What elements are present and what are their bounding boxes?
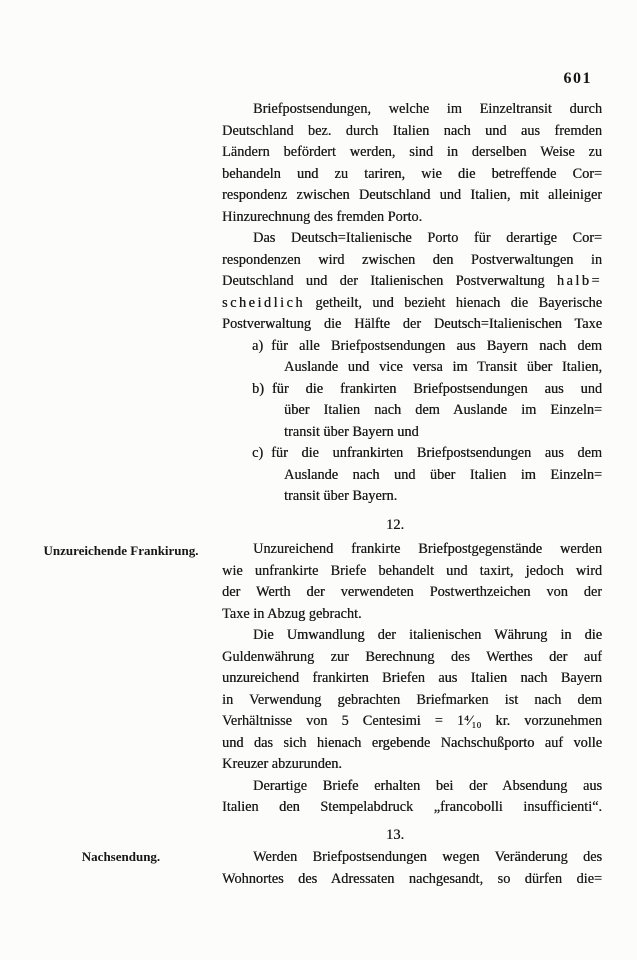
text-line: Ländern befördert werden, sind in derselben Weise zu [222,144,602,160]
list-item-a [222,336,602,379]
paragraph-nachsendung [222,847,602,890]
text-run: Deutschland und der Italienischen Postverwaltung [222,273,557,289]
text-line: respondenzen wird zwischen den Postverwaltungen in [222,251,602,268]
text-line: Kreuzer abzurunden. [222,756,342,772]
text-line: Postverwaltung die Hälfte der Deutsch=Italienischen Taxe [222,316,602,332]
letterspaced-emphasis: halb= [556,273,602,289]
text-line: Hinzurechnung des fremden Porto. [222,208,423,225]
text-line: transit über Bayern. [284,488,398,504]
text-line: transit über Bayern und [284,423,419,440]
page-number: 601 [563,70,592,87]
list-item-b [222,379,602,444]
text-line: behandeln und zu tariren, wie die betreffende Cor= [222,165,602,182]
text-line: Auslande nach und über Italien im Einzeln= [284,466,602,483]
text-column [222,99,602,890]
text-line: der Werth der verwendeten Postwerthzeichen von der [222,584,602,600]
text-line: Wohnortes des Adressaten nachgesandt, so dürfen die= [222,870,602,887]
margin-note-nachsendung: Nachsendung. [81,849,161,864]
text-line [222,293,602,315]
text-line: Italien den Stempelabdruck „francobolli insufficienti“. [222,799,602,815]
text-line [222,336,602,358]
text-line [222,379,602,401]
paragraph-stempelabdruck [222,776,602,819]
text-line: wie unfrankirte Briefe behandelt und taxirt, jedoch wird [222,562,602,579]
margin-note-unzureichende-frankirung: Unzureichende Frankirung. [43,543,199,558]
text-line: Deutschland bez. durch Italien nach und aus fremden [222,122,602,139]
letterspaced-emphasis: scheidlich [222,294,305,311]
paragraph-porto-theilung [222,228,602,336]
section-heading-13: 13. [385,826,405,843]
text-line: Verhältnisse von 5 Centesimi = 1⁴⁄₁₀ kr. vorzunehmen [222,713,602,729]
text-line: über Italien nach dem Auslande im Einzeln= [284,402,602,418]
text-line: unzureichend frankirten Briefen aus Italien nach Bayern [222,670,602,686]
text-line: Derartige Briefe erhalten bei der Absendung aus [253,777,602,794]
text-run: für alle Briefpostsendungen aus Bayern nach dem [271,337,602,354]
list-label: c) [252,445,264,461]
text-run: für die frankirten Briefpostsendungen aus und [271,380,602,397]
text-line: und das sich hienach ergebende Nachschußporto auf volle [222,734,602,751]
text-line [222,443,602,465]
paragraph-einzeltransit [222,99,602,228]
text-line: Briefpostsendungen, welche im Einzeltransit durch [253,101,602,117]
text-run: getheilt, und bezieht hienach die Bayerische [304,294,602,311]
paragraph-frankirung [222,539,602,625]
text-line: Auslande und vice versa im Transit über Italien, [284,359,602,375]
text-line: respondenz zwischen Deutschland und Italien, mit alleiniger [222,187,602,203]
text-line: Taxe in Abzug gebracht. [222,605,362,622]
list-label: a) [252,337,264,354]
text-run: für die unfrankirten Briefpostsendungen aus dem [271,445,602,461]
text-line: Unzureichend frankirte Briefpostgegenstände werden [253,541,602,557]
text-line: Das Deutsch=Italienische Porto für derartige Cor= [253,230,602,246]
list-item-c [222,443,602,508]
text-line: in Verwendung gebrachten Briefmarken ist nach dem [222,691,602,708]
text-line: Guldenwährung zur Berechnung des Werthes der auf [222,648,602,665]
section-heading-12: 12. [385,516,405,533]
paragraph-umwandlung-waehrung [222,625,602,776]
list-label: b) [252,380,264,397]
text-line: Werden Briefpostsendungen wegen Veränderung des [253,849,602,865]
text-line [222,271,602,293]
text-line: Die Umwandlung der italienischen Währung in die [253,627,602,643]
